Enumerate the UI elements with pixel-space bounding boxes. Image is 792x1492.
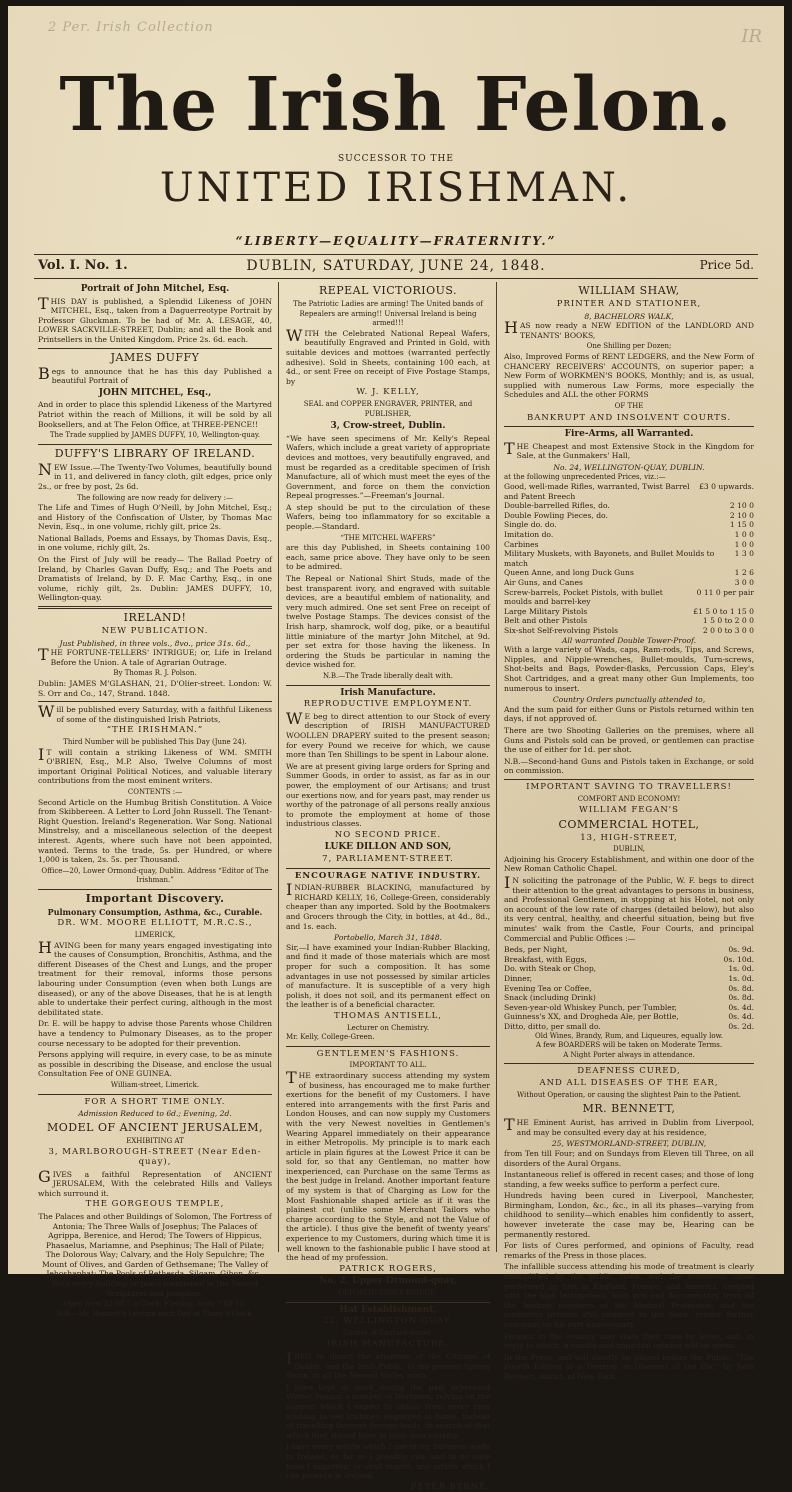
price-row bbox=[504, 1022, 754, 1032]
ad-body: On the First of July will be ready— The Ballad Poetry of Ireland, by Charles Gavan Duffy, Esq.; and The Poets and Dramatists of Ireland, by D. F. Mac Carthy, Esq., in one volume, richly gilt, 2s. Dublin: JAMES DUFFY, 10, Wellington-quay. bbox=[38, 555, 272, 603]
dateline-rule bbox=[34, 278, 758, 279]
ad-body: The Repeal or National Shirt Studs, made of the best transparent ivory, and engraved with suitable devices, are a beautiful emblem of nationality, and very much admired. One set sent Free on receipt of twelve Postage Stamps. The devices consist of the Irish harp, shamrock, wolf dog, pike, or a beautiful little miniature of the martyr John Mitchel, at 9d. per set extra for those having the likeness. In ordering the Studs be particular in naming the device wished for. bbox=[286, 574, 490, 670]
ad-body: And in order to place this splendid Likeness of the Martyred Patriot within the reach of Millions, it will be sold by all Booksellers, and at The Felon Office, at THREE-PENCE!! bbox=[38, 400, 272, 429]
price-item: Belt and other Pistols bbox=[504, 616, 588, 626]
ad-body: Dublin: JAMES M'GLASHAN, 21, D'Olier-street. London: W. S. Orr and Co., 147, Strand. 1848. bbox=[38, 679, 272, 698]
ad-body: Dr. E. will be happy to advise those Parents whose Children have a tendency to Pulmonary Diseases, as to the proper course necessary to be adopted for their prevention. bbox=[38, 1019, 272, 1048]
ad-heading: FOR A SHORT TIME ONLY. bbox=[84, 1096, 226, 1107]
price-row bbox=[504, 588, 754, 607]
ad-body: Will be published every Saturday, with a faithful Likeness of some of the distinguished Irish Patriots, bbox=[38, 702, 272, 724]
column-divider bbox=[496, 282, 497, 1252]
separator bbox=[38, 701, 272, 702]
ad-body: INDIAN-RUBBER BLACKING, manufactured by RICHARD KELLY, 16, College-Green, considerably cheaper than any imported. Sold by the Bootmakers and Grocers through the City, in bottles, at 4d., 8d., and 1s. each. bbox=[286, 880, 490, 931]
ad-body: Open from 12 till 5 o'Clock; Evening, from 7 till 10. bbox=[63, 1300, 247, 1309]
ad-body: One Shilling per Dozen; bbox=[586, 342, 672, 351]
separator bbox=[286, 1046, 490, 1047]
price-row bbox=[504, 616, 754, 626]
price-value: 0s. 4d. bbox=[728, 1002, 754, 1012]
price-row bbox=[504, 540, 754, 550]
price-row bbox=[504, 993, 754, 1003]
ad-subheading: 22, WELLINGTON-QUAY, bbox=[323, 1316, 453, 1327]
price-row bbox=[504, 549, 754, 568]
ad-footer: The Trade supplied by JAMES DUFFY, 10, Wellington-quay. bbox=[49, 431, 261, 440]
ad-body: Instantaneous relief is offered in recent cases; and those of long standing, a few weeks suffice to perform a perfect cure. bbox=[504, 1170, 754, 1189]
price-item: Air Guns, and Canes bbox=[504, 578, 583, 588]
ad-body: By Thomas R. J. Polson. bbox=[113, 669, 197, 678]
ad-body: IT will contain a striking Likeness of WM. SMITH O'BRIEN, Esq., M.P. Also, Twelve Columns of most important Original Political Notices, and valuable literary contributions from the most eminent writers. bbox=[38, 744, 272, 786]
price-value: 1 15 0 bbox=[729, 520, 754, 530]
price-item: Beds, per Night, bbox=[504, 945, 568, 955]
ad-body: HAVING been for many years engaged investigating into the causes of Consumption, Bronchitis, Asthma, and the different Diseases of the Chest and Lungs, and the proper treatment for their removal, informs those persons labouring under Consumption (even when both Lungs are diseased), or any of the above Diseases, that he is at length able to undertake their perfect curing, although in the most debilitated state. bbox=[38, 937, 272, 1017]
ad-heading: MODEL OF ANCIENT JERUSALEM, bbox=[47, 1120, 263, 1134]
ad-subheading: LUKE DILLON AND SON, bbox=[324, 842, 452, 853]
ad-body: THIS DAY is published, a Splendid Likeness of JOHN MITCHEL, Esq., taken from a Daguerreotype Portrait by Professor Gluckman. To be had of Mr. A. LESAGE, 40, LOWER SACKVILLE-STREET, Dublin; and all the Book and Printsellers in the United Kingdom. Price 2s. 6d. each. bbox=[38, 293, 272, 344]
ad-body: NEW Issue.—The Twenty-Two Volumes, beautifully bound in 11, and delivered in fancy cloth, gilt edges, price only 2s., or free by post, 2s 6d. bbox=[38, 459, 272, 491]
column-1 bbox=[38, 282, 272, 1318]
price-row bbox=[504, 955, 754, 965]
price-value: 1 5 0 to 2 0 0 bbox=[702, 616, 754, 626]
ad-body: The following are now ready for delivery :— bbox=[76, 493, 234, 502]
ad-heading: COMMERCIAL HOTEL, bbox=[558, 817, 700, 831]
ad-subheading: NEW PUBLICATION. bbox=[101, 626, 209, 637]
price-value: 0s. 10d. bbox=[723, 954, 754, 964]
masthead-successor: SUCCESSOR TO THE bbox=[338, 154, 454, 164]
ad-body: The Palaces and other Buildings of Solomon, The Fortress of Antonia; The Three Walls of Josephus; The Palaces of Agrippa, Berenice, and Herod; The Towers of Hippicus, Phasaelus, Mariamne, and Psephinus; The Hall of Pilate; The Dolorous Way; Calvary, and the Holy Sepulchre; The Mount of Olives, and Garden of Gethsemane; The Valley of Jehoshaphat; The Pools of Bethesda, Siloam, Gihon, &c., With every building or place mentioned in the Sacred Scriptures and Josephus. bbox=[38, 1211, 272, 1298]
price-item: Ditto, ditto, per small do. bbox=[504, 1021, 601, 1031]
dateline bbox=[34, 258, 758, 278]
issue-price: Price 5d. bbox=[699, 258, 754, 272]
ad-heading: IRELAND! bbox=[123, 611, 187, 625]
price-value: 1s. 0d. bbox=[728, 964, 754, 974]
ad-subheading: W. J. KELLY, bbox=[356, 387, 420, 398]
price-item: Six-shot Self-revolving Pistols bbox=[504, 626, 619, 635]
ad-body: Persons in the country may state their case by letter, and, in reply to which, a candid and impartial opinion will be given. bbox=[504, 1331, 754, 1351]
separator bbox=[504, 1063, 754, 1064]
ad-body: Second Article on the Humbug British Constitution. A Voice from Skibbereen. A Letter to Lord John Russell. The Tenant-Right Question. Ireland's Regeneration. War Song. National Minstrelsy, and a miscellaneous selection of the deepest interest. Agents, where such have not been appointed, wanted. Terms to the trade, 5s. per Hundred, or where 1,000 is taken, 2s. 5s. per Thousand. bbox=[38, 797, 272, 865]
ad-body: IN soliciting the patronage of the Public, W. F. begs to direct their attention to the great advantages to persons in business, and Professional Gentlemen, in stopping at his Hotel, not only on account of the low rate of charges (detailed below), but also its very central, healthy, and cheerful situation, being but five minutes' walk from the Castle, Four Courts, and principal Commercial and Public Offices :— bbox=[504, 873, 754, 943]
separator bbox=[38, 606, 272, 609]
ad-body: And the sum paid for either Guns or Pistols returned within ten days, if not approved of. bbox=[504, 704, 754, 724]
ad-body: A few BOARDERS will be taken on Moderate Terms. bbox=[535, 1041, 723, 1050]
ad-subheading: 3, Crow-street, Dublin. bbox=[330, 421, 446, 432]
ad-heading: MR. BENNETT, bbox=[582, 1102, 676, 1116]
price-row bbox=[504, 607, 754, 617]
price-item: Breakfast, with Eggs, bbox=[504, 954, 587, 964]
ad-body: 8, BACHELORS WALK, bbox=[584, 311, 674, 321]
ad-body: Adjoining his Grocery Establishment, and within one door of the New Roman Catholic Chapel. bbox=[504, 854, 754, 874]
price-value: 0s. 9d. bbox=[728, 945, 754, 955]
price-row bbox=[504, 511, 754, 521]
ad-body: No. 24, WELLINGTON-QUAY, DUBLIN. bbox=[553, 462, 705, 472]
price-item: Carbines bbox=[504, 539, 539, 549]
ad-body: LIMERICK, bbox=[134, 931, 176, 940]
price-row bbox=[504, 964, 754, 974]
ad-body: The infallible success attending his mode of treatment is clearly exemplified by the public voice, and the numerous cases performed by him in England, France, and America, coupled with the high testimonials, both oral and documentary, from all the leading members of the Medical Profession, and the numerous persons still resident in the town, render further comment on his part unnecessary. bbox=[504, 1262, 754, 1329]
ad-subheading: WILLIAM FEGAN'S bbox=[579, 805, 679, 816]
price-item: Do. with Steak or Chop, bbox=[504, 964, 597, 974]
price-row bbox=[504, 568, 754, 578]
ad-heading: GENTLEMEN'S FASHIONS. bbox=[316, 1048, 460, 1059]
price-row bbox=[504, 501, 754, 511]
ad-body: National Ballads, Poems and Essays, by Thomas Davis, Esq., in one volume, richly gilt, 2s. bbox=[38, 533, 272, 553]
price-value: 0 11 0 per pair bbox=[696, 587, 754, 597]
price-row bbox=[504, 974, 754, 984]
ad-footer: Office—20, Lower Ormond-quay, Dublin. Address “Editor of The Irishman.” bbox=[41, 866, 269, 885]
price-item: Snack (including Drink) bbox=[504, 993, 596, 1003]
separator bbox=[38, 1094, 272, 1095]
ad-body: Corner of Eustace-street. bbox=[343, 1328, 433, 1337]
price-value: 0s. 8d. bbox=[728, 993, 754, 1003]
ad-body: The Life and Times of Hugh O'Neill, by John Mitchel, Esq.; and History of the Confiscation of Ulster, by Thomas Mac Nevin, Esq., in one volume, richly gilt, price 2s. bbox=[38, 503, 272, 532]
ad-subheading: CONTENTS :— bbox=[127, 787, 183, 796]
ad-body: SEAL and COPPER ENGRAVER, PRINTER, and PUBLISHER, bbox=[303, 399, 473, 418]
price-value: 0s. 8d. bbox=[728, 983, 754, 993]
ad-body: Also, Improved Forms of RENT LEDGERS, and the New Form of CHANCERY RECEIVERS' ACCOUNTS, on superior paper; a New Form of WORKMEN'S BOOKS, Monthly; and is, as usual, supplied with numerous Law Forms, more especially the Schedules and ALL the other FORMS bbox=[504, 351, 754, 400]
price-value: 1 0 0 bbox=[734, 539, 754, 549]
price-value: 3 0 0 bbox=[734, 578, 754, 588]
ad-body: from Ten till Four; and on Sundays from Eleven till Three, on all disorders of the Aural Organs. bbox=[504, 1148, 754, 1168]
ad-body: GIVES a faithful Representation of ANCIENT JERUSALEM, With the celebrated Hills and Valleys which surround it. bbox=[38, 1166, 272, 1198]
ad-body: Lecturer on Chemistry. bbox=[347, 1023, 429, 1032]
ad-subheading: “THE IRISHMAN.” bbox=[106, 725, 204, 736]
separator bbox=[38, 348, 272, 349]
ad-subheading: Pulmonary Consumption, Asthma, &c., Curable. bbox=[47, 906, 263, 917]
ad-body: at the following unprecedented Prices, viz.:— bbox=[504, 472, 666, 481]
ad-subheading: BANKRUPT AND INSOLVENT COURTS. bbox=[526, 412, 732, 423]
ad-body: WITH the Celebrated National Repeal Wafers, beautifully Engraved and Printed in Gold, with suitable devices and mottoes (warranted perfectly adhesive). Sold in Sheets, containing 100 each, at 4d., or sent Free on receipt of Five Postage Stamps, by bbox=[286, 325, 490, 386]
price-item: Double-barrelled Rifles, do. bbox=[504, 501, 610, 511]
ad-subheading: THE GORGEOUS TEMPLE, bbox=[85, 1199, 225, 1210]
ad-body: THE extraordinary success attending my system of business, has encouraged me to make further exertions for the benefit of my Customers. I have entered into arrangements with the first Paris and London Houses, and can now supply my Customers with the very Newest novelties in Gentlemen's Wearing Apparel immediately on their appearance in either Metropolis. My principle is to mark each article in plain figures at the Lowest Price it can be sold for, so that any Gentleman, no matter how inexperienced, can Purchase on the same Terms as the best judge in Ireland. Another important feature of my system is that of Charging as Low for the Most Fashionable shaped article as if it was the plainest cut (unlike some Merchant Tailors who charge according to the Style, and not the Value of the article). I thus give the benefit of twenty years' experience to my Customers, during which time it is well known to the fashionable public I have stood at the head of my profession. bbox=[286, 1067, 490, 1263]
ad-subheading: AND ALL DISEASES OF THE EAR, bbox=[539, 1077, 719, 1088]
ad-subheading: NO SECOND PRICE. bbox=[334, 829, 442, 840]
price-row bbox=[504, 1003, 754, 1013]
ad-footer: N.B.—Mr. Bennett's Lecture each Day at Three o'Clock. bbox=[56, 1309, 254, 1318]
ad-subheading: COMFORT AND ECONOMY! bbox=[577, 794, 681, 803]
price-item: Military Muskets, with Bayonets, and Bullet Moulds to match bbox=[504, 549, 715, 568]
price-value: 2 10 0 bbox=[729, 510, 754, 520]
price-row bbox=[504, 578, 754, 588]
ad-heading: JAMES DUFFY bbox=[110, 350, 200, 364]
ad-body: Portobello, March 31, 1848. bbox=[334, 933, 442, 943]
ad-heading: DEAFNESS CURED, bbox=[577, 1066, 681, 1077]
price-value: £1 5 0 to 1 15 0 bbox=[693, 606, 754, 616]
masthead-united-irishman: UNITED IRISHMAN. bbox=[159, 165, 633, 211]
column-2 bbox=[286, 282, 490, 1492]
separator bbox=[504, 779, 754, 780]
ad-body: The Patriotic Ladies are arming! The United bands of Repealers are arming!! Universal Ireland is being armed!!! bbox=[293, 300, 483, 328]
ad-body: WE beg to direct attention to our Stock of every description of IRISH MANUFACTURED WOOLLEN DRAPERY suited to the present season; for every Pound we receive for which, we cause more than Ten Shillings to be spent in Labour alone. bbox=[286, 708, 490, 760]
price-item: Single do. do. bbox=[504, 520, 557, 530]
price-row bbox=[504, 945, 754, 955]
price-value: 0s. 2d. bbox=[728, 1021, 754, 1031]
ad-subheading: IRISH MANUFACTURE. bbox=[326, 1339, 450, 1350]
volume-number: Vol. I. No. 1. bbox=[38, 258, 128, 273]
price-value: 1s. 0d. bbox=[728, 974, 754, 983]
ad-body: 13, HIGH-STREET, bbox=[580, 832, 678, 843]
price-list bbox=[504, 945, 754, 1031]
ad-body: THE Cheapest and most Extensive Stock in the Kingdom for Sale, at the Gunmakers' Hall, bbox=[504, 438, 754, 461]
ad-body: Just Published, in three vols., 8vo., price 31s. 6d., bbox=[59, 638, 251, 648]
ad-body: We are at present giving large orders for Spring and Summer Goods, in order to assist, as far as in our power, the employment of our Artisans; and trust our exertions now, and for years past, may render us worthy of the patronage of all persons really anxious to promote the employment at home of those industrious classes. bbox=[286, 761, 490, 829]
ad-heading: WILLIAM SHAW, bbox=[578, 284, 680, 297]
ad-body: A step should be put to the circulation of these Wafers, being too inflammatory for so excitable a people.—Standard. bbox=[286, 502, 490, 532]
separator bbox=[286, 868, 490, 869]
price-item: Seven-year-old Whiskey Punch, per Tumbler, bbox=[504, 1002, 677, 1012]
ad-footer: N.B.—The Trade liberally dealt with. bbox=[323, 671, 453, 680]
price-value: £3 0 upwards. bbox=[699, 482, 754, 492]
ad-body: DUBLIN, bbox=[613, 845, 645, 854]
ad-body: Hundreds having been cured in Liverpool, Manchester, Birmingham, London, &c., &c., in all its phases—varying from childhood to senility—which enables him confidently to assert, however inveterate the case may be, Hearing can be permanently restored. bbox=[504, 1191, 754, 1239]
price-item: Dinner, bbox=[504, 974, 533, 983]
ad-body: There are two Shooting Galleries on the premises, where all Guns and Pistols sold can be proved, or gentlemen can practise the use of either for 1d. per shot. bbox=[504, 725, 754, 755]
column-divider bbox=[278, 282, 279, 1252]
price-value: 0s. 4d. bbox=[728, 1012, 754, 1022]
ad-body: EXHIBITING AT bbox=[126, 1136, 184, 1145]
newspaper-page bbox=[8, 6, 784, 1492]
ad-body: For lists of Cures performed, and opinions of Faculty, read remarks of the Press in those places. bbox=[504, 1241, 754, 1260]
ad-heading: REPEAL VICTORIOUS. bbox=[318, 284, 458, 297]
ad-heading: Portrait of John Mitchel, Esq. bbox=[80, 284, 230, 294]
price-row bbox=[504, 626, 754, 636]
pencil-mark: IR bbox=[741, 26, 762, 47]
ad-body: N.B.—Second-hand Guns and Pistols taken in Exchange, or sold on commission. bbox=[504, 756, 754, 776]
price-row bbox=[504, 520, 754, 530]
masthead-motto: “LIBERTY—EQUALITY—FRATERNITY.” bbox=[235, 234, 557, 248]
ad-body: are this day Published, in Sheets containing 100 each, same price above. They have only to be seen to be admired. bbox=[286, 543, 490, 572]
ad-heading: Irish Manufacture. bbox=[340, 687, 436, 698]
ad-body: Old Wines, Brandy, Rum, and Liqueures, equally low. bbox=[535, 1031, 723, 1040]
ad-subheading: PRINTER AND STATIONER, bbox=[556, 299, 702, 309]
price-item: Screw-barrels, Pocket Pistols, with bullet moulds and barrel-key bbox=[504, 587, 663, 607]
price-row bbox=[504, 530, 754, 540]
ad-signature: PETER BYRNE. bbox=[410, 1481, 490, 1492]
ad-body: Country Orders punctually attended to, bbox=[552, 695, 706, 705]
price-item: Double Fowling Pieces, do. bbox=[504, 510, 608, 520]
ad-body: Sir,—I have examined your Indian-Rubber Blacking, and find it made of those materials which are most proper for such a composition. It has some advantages in use not possessed by similar articles of manufacture. It is susceptible of a very high polish, it does not soil, and its permanent effect on the leather is of a beneficial character. bbox=[286, 942, 490, 1010]
pencil-annotation: 2 Per. Irish Collection bbox=[48, 20, 214, 35]
top-rule bbox=[34, 254, 758, 255]
ad-footer: William-street, Limerick. bbox=[110, 1080, 200, 1089]
column-3 bbox=[504, 282, 754, 1381]
ad-body: “We have seen specimens of Mr. Kelly's Repeal Wafers, which include a great variety of appropriate devices and mottoes, very beautifully engraved, and must be regarded as a creditable specimen of Irish Manufacture, all of which must meet the eyes of the Government, and force on them the conviction Repeal progresses.”—Freeman's Journal. bbox=[286, 433, 490, 501]
ad-subheading: “THE MITCHEL WAFERS” bbox=[340, 533, 436, 542]
ad-heading: Important Discovery. bbox=[85, 891, 225, 905]
price-value: 1 0 0 bbox=[734, 530, 754, 540]
ad-body: THE Eminent Aurist, has arrived in Dublin from Liverpool, and may be consulted every day at his residence, bbox=[504, 1115, 754, 1137]
ad-subheading: REPRODUCTIVE EMPLOYMENT. bbox=[303, 699, 473, 710]
ad-body: All warranted Double Tower-Proof. bbox=[561, 635, 697, 645]
ad-subheading: JOHN MITCHEL, Esq., bbox=[98, 387, 212, 398]
ad-body: In the Press, and will shortly be placed before the Public, “The Fourth Edition of a Treatise on Diseases of the Ear,” by John Bennett, Aurist, of New York. bbox=[504, 1352, 754, 1381]
separator bbox=[286, 1302, 490, 1303]
ad-body: Admission Reduced to 6d.; Evening, 2d. bbox=[78, 1109, 232, 1119]
ad-heading: Fire-Arms, all Warranted. bbox=[564, 429, 694, 440]
ad-subheading: 3, MARLBOROUGH-STREET (Near Eden-quay), bbox=[48, 1147, 262, 1167]
ad-subheading: IMPORTANT TO ALL. bbox=[349, 1061, 427, 1070]
price-value: 1 3 0 bbox=[734, 549, 754, 559]
ad-body: Without Operation, or causing the slightest Pain to the Patient. bbox=[516, 1090, 742, 1099]
price-value: 1 2 6 bbox=[734, 568, 754, 578]
ad-body: I have every article which I use in my business made in Ireland, as far as I possibly can; and in no case have I imported, or shall import, any article which I can procure in Ireland. bbox=[286, 1442, 490, 1481]
price-value: 2 0 0 to 3 0 0 bbox=[702, 626, 754, 635]
ad-signature: PATRICK ROGERS, bbox=[339, 1263, 437, 1274]
ad-body: OPPOSITE ESSEX-BRIDGE. bbox=[338, 1289, 438, 1297]
separator bbox=[38, 444, 272, 445]
ad-body: A Night Porter always in attendance. bbox=[563, 1050, 695, 1059]
price-item: Good, well-made Rifles, warranted, Twist Barrel and Patent Breech bbox=[504, 482, 690, 501]
ad-body: THE FORTUNE-TELLERS' INTRIGUE; or, Life in Ireland Before the Union. A tale of Agrarian Outrage. bbox=[38, 645, 272, 667]
ad-body: Persons applying will require, in every case, to be as minute as possible in describing the Disease, and enclose the usual Consultation Fee of ONE GUINEA. bbox=[38, 1050, 272, 1079]
separator bbox=[504, 426, 754, 427]
ad-body: 7, PARLIAMENT-STREET. bbox=[322, 854, 454, 865]
separator bbox=[286, 685, 490, 686]
price-row bbox=[504, 482, 754, 501]
price-item: Guinness's XX, and Drogheda Ale, per Bottle, bbox=[504, 1012, 679, 1022]
ad-heading: IMPORTANT SAVING TO TRAVELLERS! bbox=[526, 781, 732, 792]
price-item: Large Military Pistols bbox=[504, 606, 588, 616]
price-row bbox=[504, 984, 754, 994]
separator bbox=[38, 889, 272, 890]
ad-body: Mr. Kelly, College-Green. bbox=[286, 1033, 375, 1042]
ad-body: Begs to announce that he has this day Published a beautiful Portrait of bbox=[38, 363, 272, 386]
ad-heading: Hat Establishment, bbox=[339, 1304, 437, 1315]
price-row bbox=[504, 1012, 754, 1022]
ad-heading: DUFFY'S LIBRARY OF IRELAND. bbox=[54, 446, 256, 460]
ad-body: With a large variety of Wads, caps, Ram-rods, Tips, and Screws, Nipples, and Nipple-wrenches, Bullet-moulds, Turn-screws, Shot-belts and Bags, Powder-flasks, Percussion Caps, Eley's Shot Cartridges, and a great many other Gun Implements, too numerous to insert. bbox=[504, 645, 754, 693]
ad-signature: THOMAS ANTISELL, bbox=[333, 1010, 443, 1021]
ad-body: HAS now ready a NEW EDITION of the LANDLORD AND TENANTS' BOOKS, bbox=[504, 318, 754, 340]
price-list bbox=[504, 482, 754, 636]
ad-subheading: DR. WM. MOORE ELLIOTT, M.R.C.S., bbox=[57, 918, 253, 929]
price-item: Queen Anne, and long Duck Guns bbox=[504, 568, 634, 578]
price-item: Evening Tea or Coffee, bbox=[504, 983, 592, 993]
masthead-title: The Irish Felon. bbox=[59, 62, 733, 148]
price-item: Imitation do. bbox=[504, 530, 554, 540]
ad-body: I have kept at work during the past depressed Winter Season a number of Workmen, relying on the support which I expect to obtain from every man wishing to see Irishmen employed at home, instead of travelling through foreign lands, in search of that which they should have in their own country. bbox=[286, 1382, 490, 1440]
ad-body: IBEG to direct the attention of the Citizens of Dublin, and the Irish Public, to my present Spring Stock, in all the Newest Styles worn. bbox=[286, 1348, 490, 1381]
price-value: 2 10 0 bbox=[729, 501, 754, 511]
ad-heading: ENCOURAGE NATIVE INDUSTRY. bbox=[294, 870, 482, 881]
ad-body: Third Number will be published This Day (June 24). bbox=[63, 737, 247, 746]
ad-body: OF THE bbox=[614, 401, 644, 410]
ad-subheading: No. 2, Upper Ormond-quay, bbox=[319, 1276, 457, 1287]
ad-body: 25, WESTMORLAND-STREET, DUBLIN, bbox=[551, 1139, 707, 1149]
issue-date: DUBLIN, SATURDAY, JUNE 24, 1848. bbox=[246, 258, 546, 274]
